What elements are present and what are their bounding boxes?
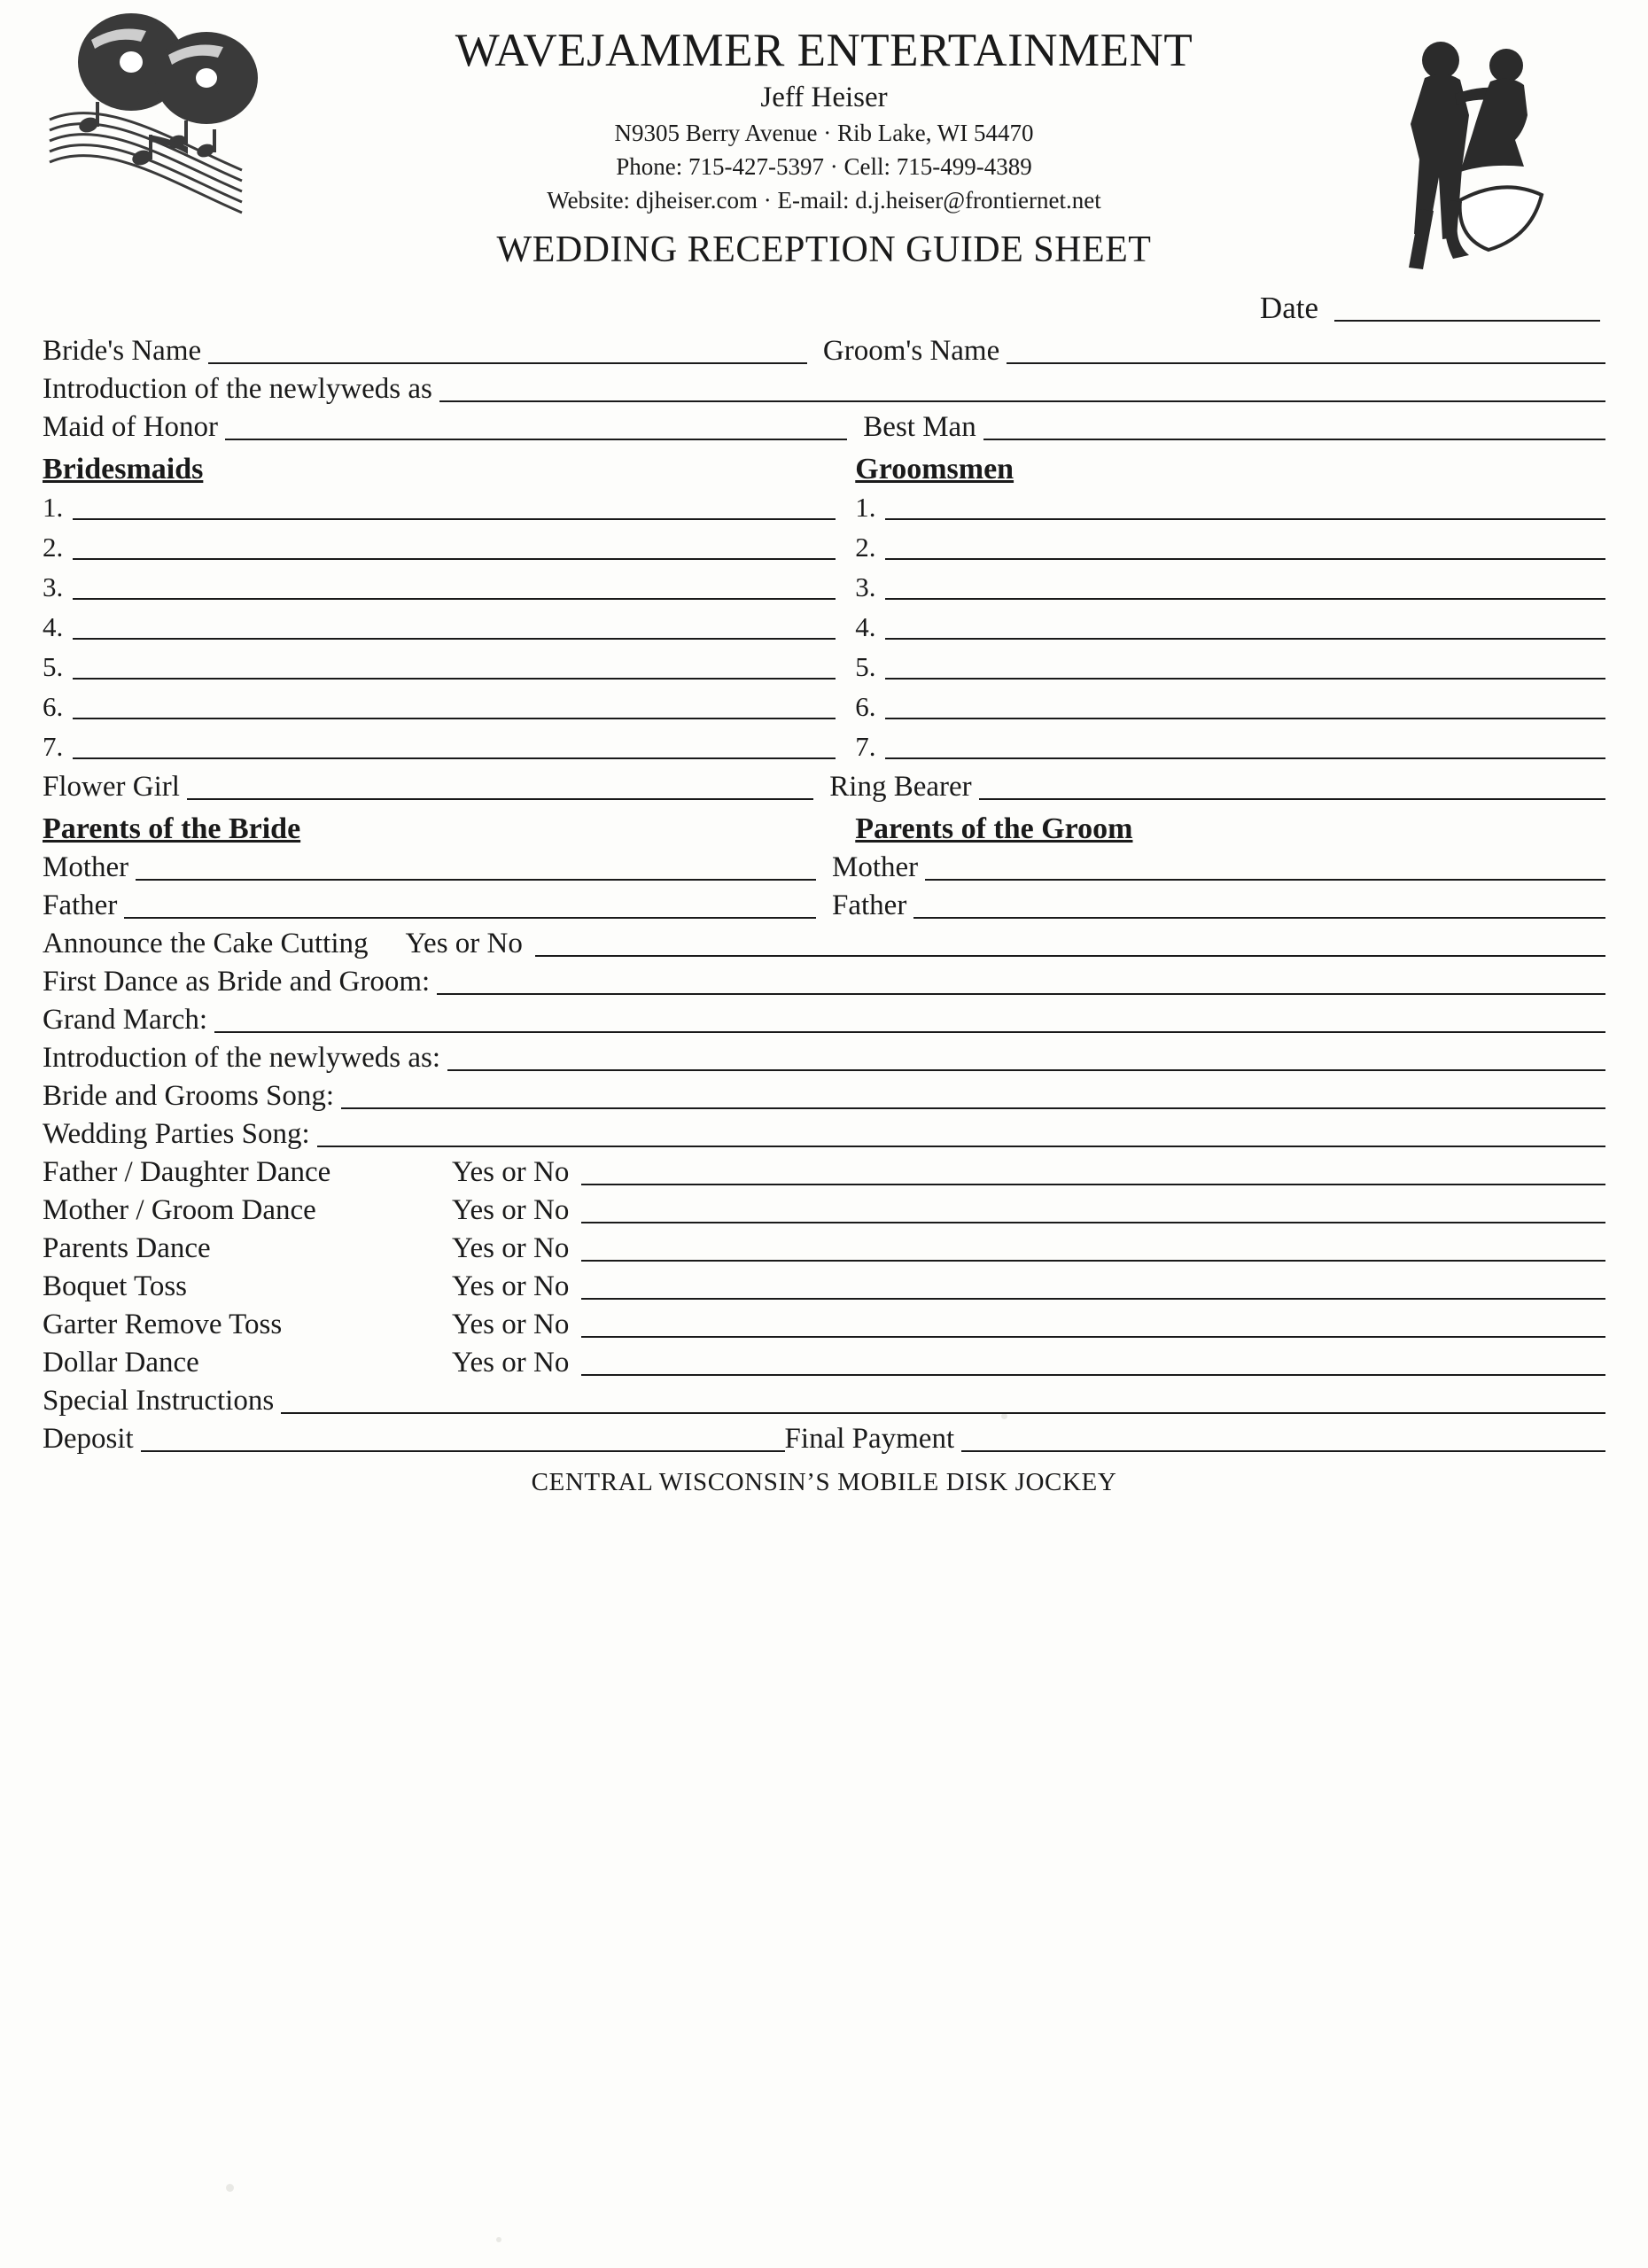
- phone-line: Phone: 715-427-5397 · Cell: 715-499-4389: [616, 152, 1032, 180]
- ring-bearer-label: Ring Bearer: [829, 771, 972, 804]
- bridesmaid-input-4[interactable]: [73, 611, 836, 640]
- sheet-title: WEDDING RECEPTION GUIDE SHEET: [496, 229, 1152, 271]
- names-row: [43, 335, 1605, 368]
- list-number: 2.: [43, 532, 64, 563]
- bride-mother-label: Mother: [43, 851, 129, 884]
- list-number: 4.: [855, 611, 876, 643]
- bridesmaid-input-6[interactable]: [73, 691, 836, 719]
- bridesmaid-input-7[interactable]: [73, 731, 836, 759]
- bride-mother-input[interactable]: [136, 852, 816, 881]
- groomsman-input-5[interactable]: [885, 651, 1605, 680]
- list-number: 7.: [43, 731, 64, 763]
- dollar-dance-input[interactable]: [581, 1348, 1605, 1376]
- yes-or-no-label: Yes or No: [452, 1347, 570, 1379]
- groomsman-row: [855, 492, 1605, 524]
- mother-groom-dance-input[interactable]: [581, 1195, 1605, 1223]
- groomsman-input-3[interactable]: [885, 571, 1605, 600]
- groomsman-row: [855, 571, 1605, 603]
- bridesmaid-row: [43, 611, 836, 643]
- list-number: 2.: [855, 532, 876, 563]
- cake-cutting-label: Announce the Cake Cutting: [43, 928, 369, 960]
- maid-of-honor-label: Maid of Honor: [43, 411, 218, 444]
- parents-dance-input[interactable]: [581, 1233, 1605, 1262]
- special-instructions-label: Special Instructions: [43, 1385, 275, 1418]
- bride-groom-song-input[interactable]: [341, 1081, 1605, 1109]
- address-line: N9305 Berry Avenue · Rib Lake, WI 54470: [614, 119, 1034, 146]
- letterhead: [0, 0, 1648, 271]
- website-email-line: Website: djheiser.com · E-mail: d.j.heiser@frontiernet.net: [547, 187, 1101, 214]
- groom-father-label: Father: [832, 889, 907, 922]
- date-label: Date: [1259, 291, 1318, 326]
- yes-or-no-label: Yes or No: [452, 1156, 570, 1189]
- mothers-row: [43, 851, 1605, 884]
- parents-headings: [43, 809, 1605, 851]
- grooms-name-label: Groom's Name: [822, 335, 1000, 368]
- dancing-couple-silhouette-icon: [1356, 27, 1551, 292]
- yes-or-no-label: Yes or No: [405, 928, 523, 960]
- groomsman-input-4[interactable]: [885, 611, 1605, 640]
- wedding-parties-song-input[interactable]: [317, 1119, 1605, 1147]
- groomsman-input-2[interactable]: [885, 532, 1605, 560]
- bridesmaid-input-2[interactable]: [73, 532, 836, 560]
- introduction-input[interactable]: [439, 374, 1605, 402]
- introduction-label: Introduction of the newlyweds as: [43, 373, 432, 406]
- best-man-input[interactable]: [983, 412, 1605, 440]
- grand-march-row: [43, 1004, 1605, 1037]
- bridesmaids-column: [43, 449, 855, 771]
- paper-speck: [226, 2184, 234, 2192]
- first-dance-label: First Dance as Bride and Groom:: [43, 966, 431, 998]
- groomsman-input-6[interactable]: [885, 691, 1605, 719]
- parents-dance-row: [43, 1232, 1605, 1265]
- introduction-row: [43, 373, 1605, 406]
- groomsmen-heading: Groomsmen: [855, 453, 1014, 486]
- dollar-dance-label: Dollar Dance: [43, 1347, 199, 1379]
- mother-groom-dance-row: [43, 1194, 1605, 1227]
- best-man-label: Best Man: [863, 411, 976, 444]
- flower-girl-label: Flower Girl: [43, 771, 180, 804]
- bridesmaid-input-5[interactable]: [73, 651, 836, 680]
- brides-name-label: Bride's Name: [43, 335, 202, 368]
- bridesmaid-row: [43, 651, 836, 683]
- yes-or-no-label: Yes or No: [452, 1194, 570, 1227]
- yes-or-no-label: Yes or No: [452, 1270, 570, 1303]
- father-daughter-dance-input[interactable]: [581, 1157, 1605, 1185]
- owner-name: Jeff Heiser: [760, 81, 888, 113]
- list-number: 6.: [855, 691, 876, 723]
- bridesmaid-row: [43, 571, 836, 603]
- list-number: 7.: [855, 731, 876, 763]
- bride-father-input[interactable]: [124, 890, 816, 919]
- bride-groom-song-label: Bride and Grooms Song:: [43, 1080, 335, 1113]
- grand-march-input[interactable]: [214, 1005, 1605, 1033]
- boquet-toss-label: Boquet Toss: [43, 1270, 188, 1303]
- grooms-name-input[interactable]: [1007, 336, 1605, 364]
- groomsmen-column: [855, 449, 1605, 771]
- wedding-parties-song-label: Wedding Parties Song:: [43, 1118, 310, 1151]
- boquet-toss-input[interactable]: [581, 1271, 1605, 1300]
- list-number: 6.: [43, 691, 64, 723]
- yes-or-no-label: Yes or No: [452, 1232, 570, 1265]
- company-name: WAVEJAMMER ENTERTAINMENT: [455, 25, 1193, 76]
- groomsman-input-7[interactable]: [885, 731, 1605, 759]
- payment-row: [43, 1423, 1605, 1456]
- list-number: 5.: [855, 651, 876, 683]
- bridesmaid-row: [43, 691, 836, 723]
- father-daughter-dance-label: Father / Daughter Dance: [43, 1156, 331, 1189]
- groomsman-input-1[interactable]: [885, 492, 1605, 520]
- father-daughter-dance-row: [43, 1156, 1605, 1189]
- parents-of-bride-heading: Parents of the Bride: [43, 812, 301, 846]
- flower-girl-input[interactable]: [187, 772, 813, 800]
- guide-sheet-form: [43, 291, 1605, 1497]
- attendants-section: [43, 449, 1605, 771]
- deposit-input[interactable]: [141, 1424, 785, 1452]
- date-row: [43, 291, 1605, 326]
- parents-of-groom-heading: Parents of the Groom: [855, 812, 1133, 846]
- groomsman-row: [855, 731, 1605, 763]
- maid-of-honor-input[interactable]: [225, 412, 847, 440]
- final-payment-label: Final Payment: [784, 1423, 955, 1456]
- bride-father-label: Father: [43, 889, 118, 922]
- footer-tagline: CENTRAL WISCONSIN’S MOBILE DISK JOCKEY: [531, 1468, 1117, 1497]
- list-number: 3.: [43, 571, 64, 603]
- honor-attendants-row: [43, 411, 1605, 444]
- compact-disc-icon: [43, 9, 317, 248]
- first-dance-row: [43, 966, 1605, 998]
- special-instructions-row: [43, 1385, 1605, 1418]
- list-number: 5.: [43, 651, 64, 683]
- groom-father-input[interactable]: [913, 890, 1605, 919]
- cake-cutting-input[interactable]: [535, 928, 1605, 957]
- yes-or-no-label: Yes or No: [452, 1309, 570, 1341]
- paper-speck: [496, 2237, 501, 2242]
- grand-march-label: Grand March:: [43, 1004, 208, 1037]
- introduction-row-2: [43, 1042, 1605, 1075]
- fathers-row: [43, 889, 1605, 922]
- list-number: 4.: [43, 611, 64, 643]
- introduction-input-2[interactable]: [447, 1043, 1605, 1071]
- list-number: 3.: [855, 571, 876, 603]
- bride-groom-song-row: [43, 1080, 1605, 1113]
- dollar-dance-row: [43, 1347, 1605, 1379]
- bridesmaid-row: [43, 532, 836, 563]
- groomsman-row: [855, 532, 1605, 563]
- garter-remove-toss-input[interactable]: [581, 1309, 1605, 1338]
- first-dance-input[interactable]: [437, 967, 1605, 995]
- groomsman-row: [855, 691, 1605, 723]
- list-number: 1.: [43, 492, 64, 524]
- groom-mother-label: Mother: [832, 851, 919, 884]
- introduction-label-2: Introduction of the newlyweds as:: [43, 1042, 441, 1075]
- cake-cutting-row: [43, 928, 1605, 960]
- bridesmaid-row: [43, 492, 836, 524]
- deposit-label: Deposit: [43, 1423, 134, 1456]
- garter-remove-toss-label: Garter Remove Toss: [43, 1309, 283, 1341]
- groomsman-row: [855, 611, 1605, 643]
- bridesmaids-heading: Bridesmaids: [43, 453, 204, 486]
- bridesmaid-input-1[interactable]: [73, 492, 836, 520]
- special-instructions-input[interactable]: [281, 1386, 1605, 1414]
- groom-mother-input[interactable]: [925, 852, 1605, 881]
- brides-name-input[interactable]: [208, 336, 807, 364]
- ring-bearer-input[interactable]: [979, 772, 1605, 800]
- list-number: 1.: [855, 492, 876, 524]
- groomsman-row: [855, 651, 1605, 683]
- final-payment-input[interactable]: [961, 1424, 1605, 1452]
- date-input[interactable]: [1334, 295, 1600, 322]
- boquet-toss-row: [43, 1270, 1605, 1303]
- garter-remove-toss-row: [43, 1309, 1605, 1341]
- bridesmaid-row: [43, 731, 836, 763]
- parents-dance-label: Parents Dance: [43, 1232, 211, 1265]
- mother-groom-dance-label: Mother / Groom Dance: [43, 1194, 316, 1227]
- bridesmaid-input-3[interactable]: [73, 571, 836, 600]
- flower-girl-ring-bearer-row: [43, 771, 1605, 804]
- wedding-parties-song-row: [43, 1118, 1605, 1151]
